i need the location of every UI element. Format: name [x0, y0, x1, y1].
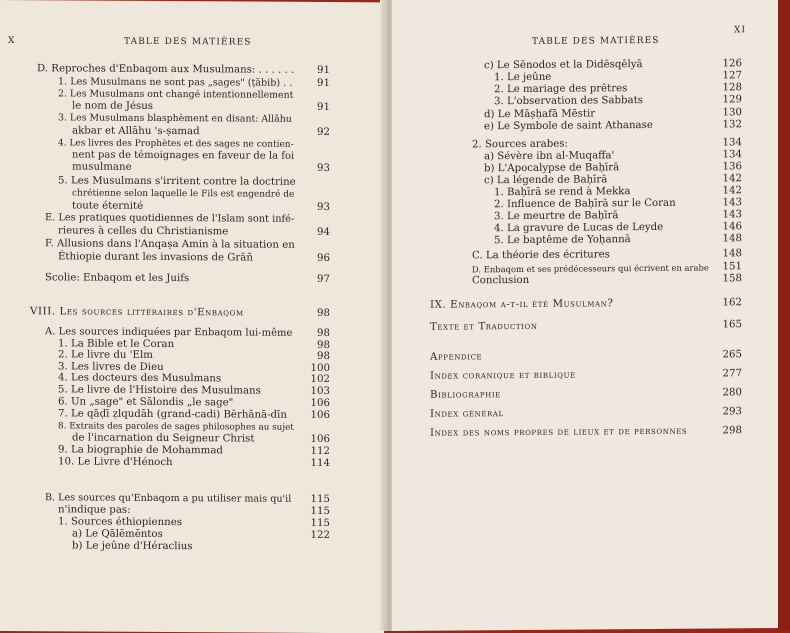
toc-page-number: 280: [722, 387, 742, 399]
toc-page-number: 165: [722, 319, 742, 331]
toc-page-number: 277: [722, 368, 742, 380]
toc-entry-text: c) Le Sēnodos et la Didēsqēlyā: [484, 59, 643, 72]
toc-entry-text: 7. Le qāḍī ẓlqudāh (grand-cadi) Bērhānā-dīn: [58, 408, 287, 421]
toc-entry-text: D. Reproches d'Enbaqom aux Musulmans: . . . . . .: [37, 63, 295, 76]
toc-entry-text: akbar et Allāhu 's-ṣamad: [72, 125, 200, 138]
toc-page-number: 115: [310, 493, 330, 506]
toc-page-number: 148: [722, 248, 742, 260]
toc-entry-text: 1. Baḥīrā se rend à Mekka: [494, 186, 631, 199]
toc-entry-text: F. Allusions dans l'Anqaṣa Amin à la situation en: [45, 238, 295, 251]
toc-entry-text: 5. Les Musulmans s'irritent contre la doctrine: [58, 175, 296, 188]
toc-page-number: 130: [722, 107, 742, 119]
toc-entry-text: 2. Les Musulmans ont changé intentionnellement: [58, 88, 294, 101]
toc-page-number: 132: [722, 119, 742, 131]
toc-page-number: 162: [722, 297, 742, 309]
toc-entry-text: musulmane: [72, 161, 132, 173]
toc-entry-text: Texte et Traduction: [430, 320, 538, 333]
toc-page-number: 91: [317, 64, 330, 77]
toc-page-number: 112: [310, 445, 330, 458]
toc-entry-text: e) Le Symbole de saint Athanase: [484, 119, 653, 133]
toc-entry-text: toute éternité: [72, 200, 144, 212]
toc-entry-text: 6. Un „sage" et Sālondis „le sage": [58, 396, 234, 409]
toc-entry-text: 1. Sources éthiopiennes: [58, 516, 182, 529]
toc-page-number: 115: [310, 505, 330, 518]
toc-entry-text: A. Les sources indiquées par Enbaqom lui-même: [45, 326, 293, 339]
toc-entry-text: 2. Sources arabes:: [472, 138, 568, 151]
toc-entry-text: de l'incarnation du Seigneur Christ: [72, 432, 255, 445]
toc-page-number: 106: [310, 397, 330, 410]
toc-page-number: 122: [310, 529, 330, 542]
toc-entry-text: Scolie: Enbaqom et les Juifs: [45, 272, 190, 285]
toc-page-number: 293: [722, 406, 742, 418]
toc-entry-text: chrétienne selon laquelle le Fils est engendré de: [72, 188, 295, 200]
toc-page-number: 158: [722, 273, 742, 285]
toc-page-number: 128: [722, 82, 742, 94]
toc-page-number: 98: [317, 350, 330, 363]
toc-page-number: 93: [317, 162, 330, 175]
toc-entry-text: Index coranique et biblique: [430, 369, 576, 382]
toc-entry-text: d) Le Māṣḥafā Mēstir: [484, 108, 596, 121]
toc-entry-text: Appendice: [430, 351, 483, 363]
toc-entry-text: le nom de Jésus: [72, 100, 154, 112]
toc-entry-text: 5. Le livre de l'Histoire des Musulmans: [58, 384, 261, 397]
toc-page-number: 265: [722, 349, 742, 361]
toc-page-number: 100: [310, 362, 330, 375]
toc-page-number: 92: [317, 126, 330, 139]
toc-entry-text: 4. Les docteurs des Musulmans: [58, 372, 222, 385]
toc-entry-text: 4. Les livres des Prophètes et des sages ne contien-: [58, 138, 294, 150]
toc-page-number: 151: [722, 261, 742, 273]
toc-page-number: 93: [317, 201, 330, 214]
toc-entry-text: E. Les pratiques quotidiennes de l'Islam sont infé-: [45, 212, 295, 225]
toc-entry-text: 1. Les Musulmans ne sont pas „sages" (ṭābib) . .: [58, 76, 293, 89]
running-head: TABLE DES MATIÈRES: [532, 35, 660, 47]
toc-entry-text: IX. Enbaqom a-t-il été Musulman?: [430, 298, 614, 311]
toc-page-number: 114: [310, 457, 330, 470]
toc-page-number: 103: [310, 385, 330, 398]
toc-page-number: 126: [722, 58, 742, 70]
toc-page-number: 106: [310, 409, 330, 422]
right-page: [392, 0, 778, 631]
toc-page-number: 142: [722, 173, 742, 185]
toc-page-number: 134: [722, 137, 742, 149]
toc-page-number: 98: [317, 327, 330, 340]
toc-entry-text: 3. Les livres de Dieu: [58, 361, 164, 373]
toc-page-number: 102: [310, 373, 330, 386]
toc-page-number: 98: [317, 307, 330, 320]
toc-entry-text: B. Les sources qu'Enbaqom a pu utiliser mais qu'il: [45, 492, 292, 505]
toc-entry-text: n'indique pas:: [58, 504, 131, 516]
toc-page-number: 127: [722, 70, 742, 82]
toc-page-number: 115: [310, 517, 330, 530]
toc-page-number: 97: [317, 273, 330, 286]
page-number: XI: [734, 25, 747, 36]
toc-entry-text: C. La théorie des écritures: [472, 249, 610, 262]
toc-entry-text: 2. Influence de Baḥīrā sur le Coran: [494, 197, 676, 211]
toc-entry-text: 3. L'observation des Sabbats: [494, 95, 643, 108]
toc-entry-text: a) Le Qālēmēntos: [72, 528, 163, 540]
toc-page-number: 96: [317, 252, 330, 265]
toc-entry-text: c) La légende de Baḥīrā: [484, 174, 608, 187]
toc-page-number: 134: [722, 149, 742, 161]
toc-entry-text: 3. Les Musulmans blasphèment en disant: Allāhu: [58, 112, 292, 125]
left-page: [0, 0, 384, 633]
toc-entry-text: 2. Le mariage des prêtres: [494, 83, 628, 96]
toc-page-number: 148: [722, 233, 742, 245]
toc-entry-text: 1. La Bible et le Coran: [58, 338, 175, 351]
toc-page-number: 91: [317, 101, 330, 114]
toc-entry-text: b) Le jeûne d'Héraclius: [72, 540, 193, 553]
toc-entry-text: Conclusion: [472, 274, 530, 287]
toc-page-number: 146: [722, 221, 742, 233]
toc-page-number: 143: [722, 197, 742, 209]
running-head: TABLE DES MATIÈRES: [124, 36, 252, 48]
toc-entry-text: VIII. Les sources littéraires d'Enbaqom: [30, 306, 244, 319]
toc-entry-text: 10. Le Livre d'Hénoch: [58, 456, 173, 469]
toc-entry-text: nent pas de témoignages en faveur de la foi: [72, 149, 295, 162]
toc-entry-text: 8. Extraits des paroles de sages philosophes au sujet: [58, 421, 294, 433]
toc-page-number: 106: [310, 433, 330, 446]
toc-entry-text: Index général: [430, 408, 504, 420]
toc-page-number: 142: [722, 185, 742, 197]
toc-entry-text: 9. La biographie de Mohammad: [58, 444, 223, 457]
toc-entry-text: Éthiopie durant les invasions de Grāñ: [58, 251, 253, 264]
toc-page-number: 136: [722, 161, 742, 173]
toc-entry-text: 2. Le livre du 'Elm: [58, 349, 153, 361]
toc-entry-text: rieures à celles du Christianisme: [58, 225, 229, 238]
toc-entry-text: 3. Le meurtre de Baḥīrā: [494, 210, 619, 223]
toc-page-number: 298: [722, 425, 742, 437]
toc-page-number: 94: [317, 226, 330, 239]
toc-page-number: 91: [317, 77, 330, 90]
toc-entry-text: D. Enbaqom et ses prédécesseurs qui écrivent en arabe: [472, 262, 709, 275]
toc-page-number: 143: [722, 209, 742, 221]
toc-entry-text: 1. Le jeûne: [494, 71, 552, 84]
toc-entry-text: b) L'Apocalypse de Baḥīrā: [484, 162, 620, 175]
cover-edge: [778, 0, 790, 631]
toc-entry-text: 4. La gravure de Lucas de Leyde: [494, 221, 664, 235]
toc-page-number: 129: [722, 94, 742, 106]
toc-page-number: 98: [317, 339, 330, 352]
toc-entry-text: Bibliographie: [430, 389, 501, 401]
page-number: X: [8, 36, 16, 47]
toc-entry-text: a) Sévère ibn al-Muqaffa': [484, 150, 615, 163]
toc-entry-text: Index des noms propres de lieux et de personnes: [430, 425, 688, 439]
toc-entry-text: 5. Le baptême de Yoḥannā: [494, 234, 631, 247]
